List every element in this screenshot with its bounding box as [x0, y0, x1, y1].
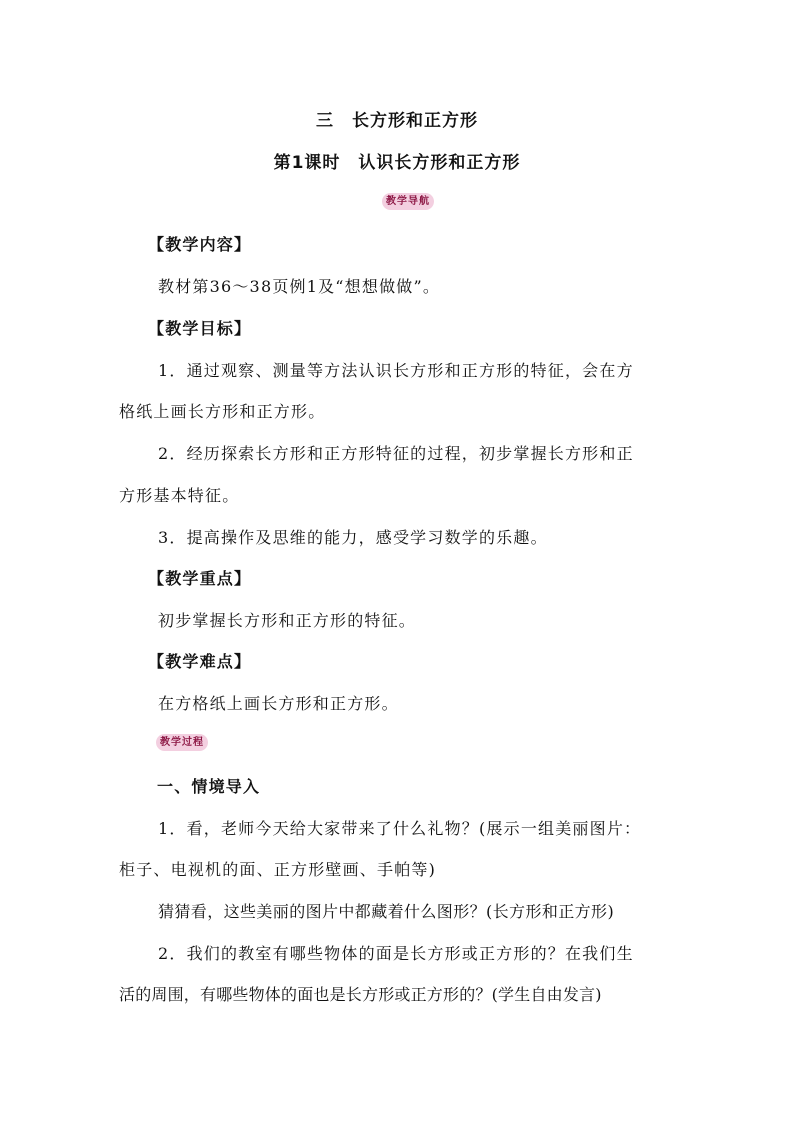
paragraph-1-line-1: 1．看，老师今天给大家带来了什么礼物？(展示一组美丽图片：: [158, 819, 642, 838]
paragraph-3-line-1: 2．我们的教室有哪些物体的面是长方形或正方形的？在我们生: [158, 944, 634, 963]
goal-3: 3．提高操作及思维的能力，感受学习数学的乐趣。: [158, 528, 548, 547]
key-points-heading: 【教学重点】: [148, 569, 252, 588]
teaching-process-badge: 教学过程: [156, 734, 208, 751]
goal-1-line-2: 格纸上画长方形和正方形。: [119, 402, 326, 421]
paragraph-1-line-2: 柜子、电视机的面、正方形壁画、手帕等): [119, 860, 437, 879]
teaching-content-heading: 【教学内容】: [148, 235, 252, 254]
paragraph-3-line-2: 活的周围，有哪些物体的面也是长方形或正方形的？(学生自由发言): [119, 985, 602, 1004]
key-points-text: 初步掌握长方形和正方形的特征。: [158, 611, 417, 630]
teaching-navigation-badge: 教学导航: [382, 193, 434, 210]
goal-2-line-2: 方形基本特征。: [119, 486, 240, 505]
teaching-goals-heading: 【教学目标】: [148, 319, 252, 338]
goal-2-line-1: 2．经历探索长方形和正方形特征的过程，初步掌握长方形和正: [158, 444, 634, 463]
lesson-title: 第1课时 认识长方形和正方形: [273, 153, 521, 173]
paragraph-2: 猜猜看，这些美丽的图片中都藏着什么图形？(长方形和正方形): [158, 902, 615, 921]
teaching-content-text: 教材第36～38页例1及“想想做做”。: [158, 277, 441, 296]
chapter-title: 三 长方形和正方形: [316, 111, 478, 131]
difficulties-heading: 【教学难点】: [148, 652, 252, 671]
goal-1-line-1: 1．通过观察、测量等方法认识长方形和正方形的特征，会在方: [158, 361, 634, 380]
difficulties-text: 在方格纸上画长方形和正方形。: [158, 694, 399, 713]
section-1-title: 一、情境导入: [157, 777, 261, 796]
